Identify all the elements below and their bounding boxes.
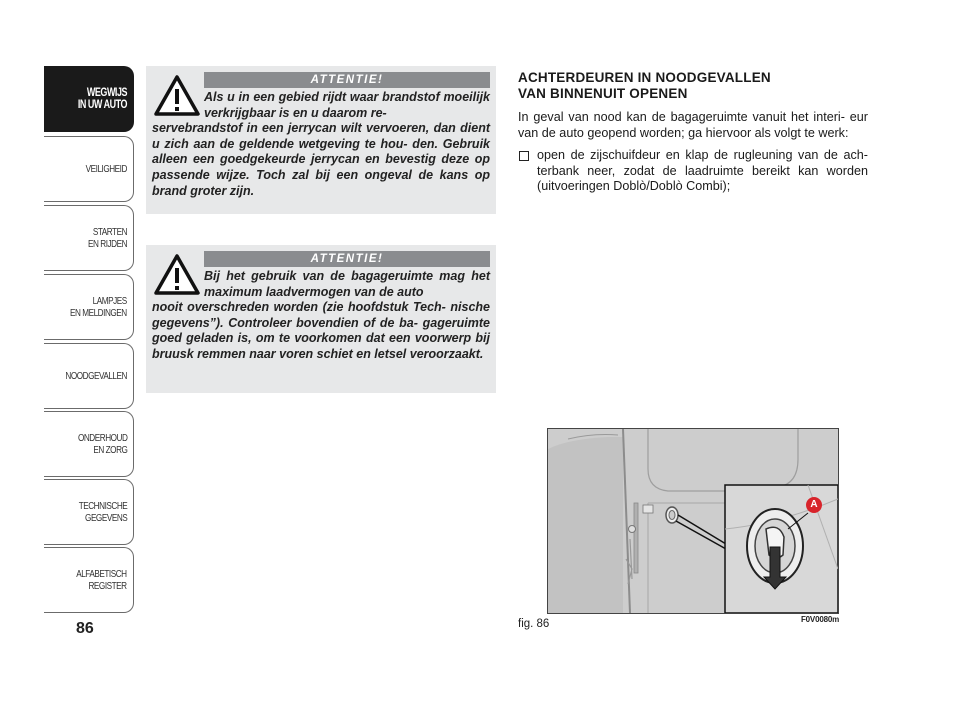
tab-noodgevallen[interactable] [44, 343, 134, 409]
warning-text [152, 90, 490, 199]
warning-text [152, 269, 490, 363]
callout-label: A [810, 499, 818, 510]
tab-label: LAMPJES EN MELDINGEN [70, 295, 127, 319]
warning-text-first: Bij het gebruik van de bagageruimte mag het maximum laadvermogen van de auto [204, 269, 490, 299]
warning-box-fuel [146, 66, 496, 214]
warning-title: ATTENTIE! [204, 251, 490, 267]
tab-label: ALFABETISCH REGISTER [76, 568, 127, 592]
warning-box-load [146, 245, 496, 393]
section-content [518, 70, 868, 195]
checkbox-bullet-icon [519, 151, 529, 161]
tab-lampjes[interactable] [44, 274, 134, 340]
door-illustration [548, 429, 838, 613]
warning-title: ATTENTIE! [204, 72, 490, 88]
warning-text-rest: servebrandstof in een jerrycan wilt vervoeren, dan dient u zich aan de geldende wetgeving te hou- den. Gebruik alleen een goedgekeurde jerrycan en bevestig deze op passende wijze. Toch zal bij een ongeval de kans op brand groter zijn. [152, 121, 490, 198]
tab-technische[interactable] [44, 479, 134, 545]
section-heading: ACHTERDEUREN IN NOODGEVALLEN VAN BINNENUIT OPENEN [518, 70, 771, 101]
figure-caption: fig. 86 [518, 618, 550, 630]
list-item [518, 148, 868, 195]
list-item-text: open de zijschuifdeur en klap de rugleuning van de ach- terbank neer, zodat de laadruimte bereikt kan worden (uitvoeringen Doblò/Doblò Combi); [537, 148, 868, 194]
figure-rear-door-release [547, 428, 839, 614]
callout-a [806, 497, 822, 513]
warning-triangle-icon [154, 74, 200, 116]
warning-text-rest: nooit overschreden worden (zie hoofdstuk Tech- nische gegevens”). Controleer bovendien of de ba- gageruimte goed geladen is, om te voorkomen dat een voorwerp bij bruusk remmen naar voren schiet en letsel veroorzaakt. [152, 300, 490, 361]
figure-code: F0V0080m [801, 615, 839, 624]
tab-veiligheid[interactable] [44, 136, 134, 202]
tab-starten[interactable] [44, 205, 134, 271]
tab-wegwijs[interactable] [44, 66, 134, 132]
tab-onderhoud[interactable] [44, 411, 134, 477]
warning-triangle-icon [154, 253, 200, 295]
tab-label: WEGWIJS IN UW AUTO [77, 87, 127, 111]
section-intro: In geval van nood kan de bagageruimte vanuit het interi- eur van de auto geopend worden; ga hiervoor als volgt te werk: [518, 110, 868, 140]
tab-alfabetisch[interactable] [44, 547, 134, 613]
tab-label: NOODGEVALLEN [65, 370, 127, 382]
tab-label: STARTEN EN RIJDEN [87, 226, 127, 250]
page-number: 86 [76, 620, 94, 637]
warning-text-first: Als u in een gebied rijdt waar brandstof moeilijk verkrijgbaar is en u daarom re- [204, 90, 490, 120]
tab-label: ONDERHOUD EN ZORG [77, 432, 127, 456]
tab-label: TECHNISCHE GEGEVENS [78, 500, 127, 524]
tab-label: VEILIGHEID [85, 163, 127, 175]
